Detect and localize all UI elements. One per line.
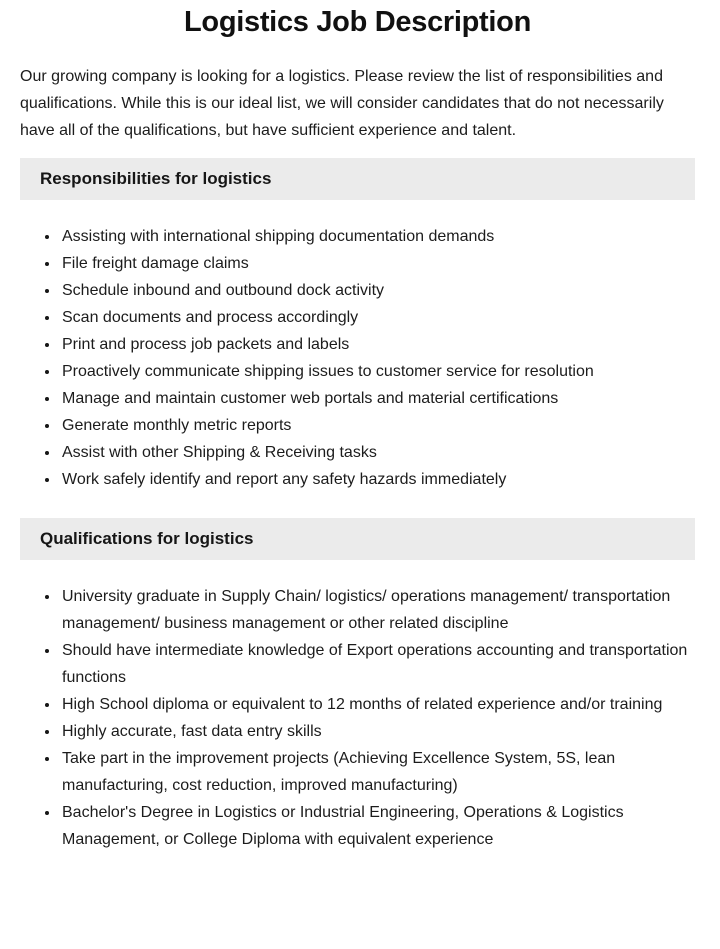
section-header-responsibilities [20,158,695,200]
list-item: • Scan documents and process accordingly [60,304,695,331]
section-qualifications [20,518,695,853]
list-item: • Assist with other Shipping & Receiving tasks [60,439,695,466]
list-item: • Manage and maintain customer web portals and material certifications [60,385,695,412]
list-item: • Bachelor's Degree in Logistics or Industrial Engineering, Operations & Logistics Management, or College Diploma with equivalent experience [60,799,695,853]
section-heading-responsibilities: Responsibilities for logistics [40,169,272,188]
section-responsibilities [20,158,695,493]
list-item: • Print and process job packets and labels [60,331,695,358]
list-item: • Work safely identify and report any safety hazards immediately [60,466,695,493]
page-title: Logistics Job Description [184,6,531,38]
list-item: • Schedule inbound and outbound dock activity [60,277,695,304]
list-item: • Assisting with international shipping documentation demands [60,223,695,250]
list-item: • Generate monthly metric reports [60,412,695,439]
intro-paragraph: Our growing company is looking for a logistics. Please review the list of responsibilities and qualifications. While this is our ideal list, we will consider candidates that do not necessarily have all of the qualifications, but have sufficient experience and talent. [20,68,664,139]
list-item: • Highly accurate, fast data entry skills [60,718,695,745]
section-header-qualifications [20,518,695,560]
list-item: • Proactively communicate shipping issues to customer service for resolution [60,358,695,385]
responsibilities-list [20,223,695,493]
section-heading-qualifications: Qualifications for logistics [40,529,254,548]
list-item: • High School diploma or equivalent to 12 months of related experience and/or training [60,691,695,718]
list-item: • Take part in the improvement projects (Achieving Excellence System, 5S, lean manufacturing, cost reduction, improved manufacturing) [60,745,695,799]
qualifications-list [20,583,695,853]
list-item: • Should have intermediate knowledge of Export operations accounting and transportation functions [60,637,695,691]
list-item: • University graduate in Supply Chain/ logistics/ operations management/ transportation management/ business management or other related discipline [60,583,695,637]
list-item: • File freight damage claims [60,250,695,277]
